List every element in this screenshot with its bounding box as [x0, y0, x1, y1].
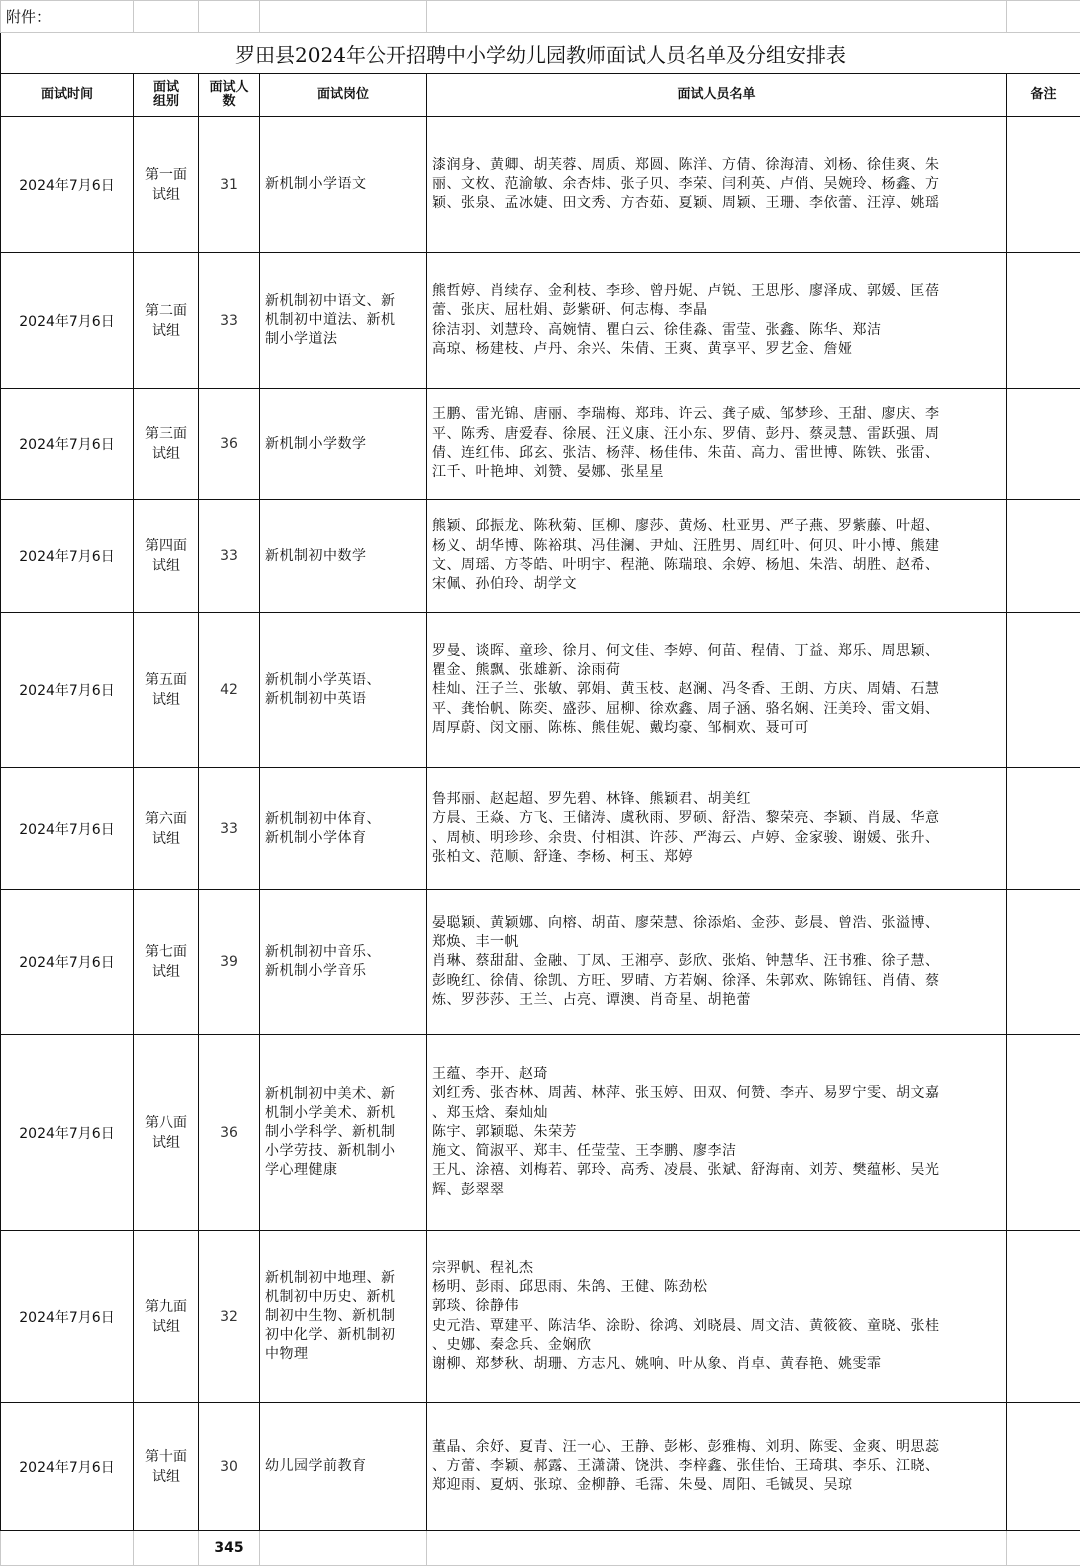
- post-line: 制小学道法: [265, 330, 420, 349]
- names-line: 杨明、彭雨、邱思雨、朱鸽、王健、陈劲松: [432, 1278, 1000, 1297]
- post-line: 制小学科学、新机制: [265, 1123, 420, 1142]
- schedule-row: [1, 389, 1080, 500]
- group-line-1: 第六面: [134, 809, 198, 829]
- note-cell: [1007, 890, 1080, 1035]
- group-line-2: 试组: [134, 321, 198, 341]
- names-line: 彭晚红、徐倩、徐凯、方旺、罗晴、方若娴、徐泽、朱郭欢、陈锦钰、肖倩、蔡: [432, 972, 1000, 991]
- names-line: 桂灿、汪子兰、张敏、郭娟、黄玉枝、赵澜、冯冬香、王朗、方庆、周婧、石慧: [432, 680, 1000, 699]
- interview-count: 42: [199, 613, 260, 768]
- header-count-line2: 数: [199, 95, 259, 109]
- interview-date: 2024年7月6日: [1, 389, 134, 500]
- names-line: 鲁邦丽、赵起超、罗先碧、林锋、熊颖君、胡美红: [432, 790, 1000, 809]
- note-cell: [1007, 117, 1080, 253]
- names-line: 徐洁羽、刘慧玲、高婉情、瞿白云、徐佳淼、雷莹、张鑫、陈华、郑洁: [432, 321, 1000, 340]
- interview-count: 33: [199, 253, 260, 389]
- candidate-names: [427, 890, 1007, 1035]
- schedule-row: [1, 1403, 1080, 1531]
- names-line: 谢柳、郑梦秋、胡珊、方志凡、姚响、叶从象、肖卓、黄春艳、姚雯霏: [432, 1355, 1000, 1374]
- header-time: 面试时间: [1, 74, 134, 117]
- names-line: 杨义、胡华博、陈裕琪、冯佳澜、尹灿、汪胜男、周红叶、何贝、叶小博、熊建: [432, 537, 1000, 556]
- post-line: 新机制小学数学: [265, 435, 420, 454]
- group-line-2: 试组: [134, 1467, 198, 1487]
- header-group-line1: 面试: [134, 81, 198, 95]
- group-line-1: 第一面: [134, 165, 198, 185]
- names-line: 肖琳、蔡甜甜、金融、丁凤、王湘亭、彭欣、张焰、钟慧华、汪书雅、徐子慧、: [432, 952, 1000, 971]
- names-line: 刘红秀、张杏林、周茜、林萍、张玉婷、田双、何赞、李卉、易罗宁雯、胡文嘉: [432, 1084, 1000, 1103]
- names-line: 、史娜、秦念兵、金娴欣: [432, 1336, 1000, 1355]
- post-line: 学心理健康: [265, 1161, 420, 1180]
- names-line: 漆润身、黄卿、胡芙蓉、周质、郑圆、陈洋、方倩、徐海清、刘杨、徐佳爽、朱: [432, 156, 1000, 175]
- interview-date: 2024年7月6日: [1, 117, 134, 253]
- post-line: 机制初中道法、新机: [265, 311, 420, 330]
- group-line-2: 试组: [134, 185, 198, 205]
- names-line: 罗曼、谈晖、童珍、徐月、何文佳、李婷、何苗、程倩、丁益、郑乐、周思颖、: [432, 642, 1000, 661]
- post-line: 小学劳技、新机制小: [265, 1142, 420, 1161]
- interview-group: [134, 117, 199, 253]
- candidate-names: [427, 1231, 1007, 1403]
- interview-group: [134, 768, 199, 890]
- group-line-2: 试组: [134, 1133, 198, 1153]
- candidate-names: [427, 1403, 1007, 1531]
- interview-count: 39: [199, 890, 260, 1035]
- group-line-1: 第七面: [134, 942, 198, 962]
- candidate-names: [427, 500, 1007, 613]
- names-line: 平、陈秀、唐爱春、徐展、汪义康、汪小东、罗倩、彭丹、蔡灵慧、雷跃强、周: [432, 425, 1000, 444]
- interview-count: 33: [199, 768, 260, 890]
- interview-post: [260, 389, 427, 500]
- interview-group: [134, 1035, 199, 1231]
- header-group-line2: 组别: [134, 95, 198, 109]
- interview-date: 2024年7月6日: [1, 253, 134, 389]
- group-line-2: 试组: [134, 444, 198, 464]
- interview-date: 2024年7月6日: [1, 613, 134, 768]
- names-line: 郑焕、丰一帆: [432, 933, 1000, 952]
- group-line-1: 第三面: [134, 424, 198, 444]
- group-line-1: 第十面: [134, 1447, 198, 1467]
- names-line: 宋佩、孙伯玲、胡学文: [432, 575, 1000, 594]
- page-title: 罗田县2024年公开招聘中小学幼儿园教师面试人员名单及分组安排表: [1, 33, 1080, 74]
- header-names: 面试人员名单: [427, 74, 1007, 117]
- header-count-line1: 面试人: [199, 81, 259, 95]
- interview-date: 2024年7月6日: [1, 768, 134, 890]
- interview-count: 31: [199, 117, 260, 253]
- post-line: 新机制小学音乐: [265, 962, 420, 981]
- post-line: 机制小学美术、新机: [265, 1104, 420, 1123]
- note-cell: [1007, 1035, 1080, 1231]
- interview-group: [134, 890, 199, 1035]
- group-line-1: 第四面: [134, 536, 198, 556]
- schedule-row: [1, 1231, 1080, 1403]
- interview-post: [260, 1403, 427, 1531]
- post-line: 中物理: [265, 1345, 420, 1364]
- names-line: 颖、张泉、孟冰婕、田文秀、方杏茹、夏颖、周颖、王珊、李依蕾、汪淳、姚瑶: [432, 194, 1000, 213]
- group-line-2: 试组: [134, 690, 198, 710]
- schedule-row: [1, 613, 1080, 768]
- names-line: 炼、罗莎莎、王兰、占亮、谭澳、肖奇星、胡艳蕾: [432, 991, 1000, 1010]
- post-line: 新机制小学语文: [265, 175, 420, 194]
- group-line-1: 第九面: [134, 1297, 198, 1317]
- interview-count: 33: [199, 500, 260, 613]
- schedule-row: [1, 500, 1080, 613]
- interview-post: [260, 117, 427, 253]
- post-line: 制初中生物、新机制: [265, 1307, 420, 1326]
- post-line: 新机制初中数学: [265, 547, 420, 566]
- candidate-names: [427, 768, 1007, 890]
- interview-group: [134, 253, 199, 389]
- post-line: 新机制初中音乐、: [265, 943, 420, 962]
- names-line: 蕾、张庆、屈杜娟、彭紫研、何志梅、李晶: [432, 301, 1000, 320]
- interview-group: [134, 500, 199, 613]
- interview-count: 32: [199, 1231, 260, 1403]
- names-line: 倩、连红伟、邱玄、张洁、杨萍、杨佳伟、朱苗、高力、雷世博、陈铁、张雷、: [432, 444, 1000, 463]
- interview-date: 2024年7月6日: [1, 1035, 134, 1231]
- header-row: [1, 74, 1080, 117]
- group-line-1: 第五面: [134, 670, 198, 690]
- post-line: 新机制小学英语、: [265, 671, 420, 690]
- interview-post: [260, 500, 427, 613]
- header-count: [199, 74, 260, 117]
- note-cell: [1007, 500, 1080, 613]
- group-line-2: 试组: [134, 1317, 198, 1337]
- names-line: 瞿金、熊飘、张雄新、涂雨荷: [432, 661, 1000, 680]
- interview-post: [260, 768, 427, 890]
- post-line: 新机制初中语文、新: [265, 292, 420, 311]
- interview-count: 36: [199, 389, 260, 500]
- names-line: 高琼、杨建枝、卢丹、余兴、朱倩、王爽、黄享平、罗艺金、詹娅: [432, 340, 1000, 359]
- interview-group: [134, 1231, 199, 1403]
- names-line: 王鹏、雷光锦、唐丽、李瑞梅、郑玮、许云、龚子威、邹梦珍、王甜、廖庆、李: [432, 405, 1000, 424]
- names-line: 张柏文、范顺、舒逢、李杨、柯玉、郑婷: [432, 848, 1000, 867]
- header-group: [134, 74, 199, 117]
- note-cell: [1007, 389, 1080, 500]
- names-line: 王蕴、李开、赵琦: [432, 1065, 1000, 1084]
- post-line: 新机制初中英语: [265, 690, 420, 709]
- names-line: 史元浩、覃建平、陈洁华、涂盼、徐鸿、刘晓晨、周文洁、黄筱筱、童晓、张桂: [432, 1317, 1000, 1336]
- note-cell: [1007, 1231, 1080, 1403]
- names-line: 晏聪颖、黄颖娜、向榕、胡苗、廖荣慧、徐添焰、金莎、彭晨、曾浩、张溢博、: [432, 914, 1000, 933]
- group-line-2: 试组: [134, 556, 198, 576]
- names-line: 、方蕾、李颖、郝露、王潇潇、饶洪、李梓鑫、张佳怡、王琦琪、李乐、江晓、: [432, 1457, 1000, 1476]
- interview-group: [134, 613, 199, 768]
- schedule-row: [1, 117, 1080, 253]
- group-line-1: 第二面: [134, 301, 198, 321]
- names-line: 丽、文枚、范渝敏、余杏炜、张子贝、李荣、闫利英、卢俏、吴婉玲、杨鑫、方: [432, 175, 1000, 194]
- candidate-names: [427, 1035, 1007, 1231]
- schedule-row: [1, 890, 1080, 1035]
- group-line-1: 第八面: [134, 1113, 198, 1133]
- group-line-2: 试组: [134, 829, 198, 849]
- header-post: 面试岗位: [260, 74, 427, 117]
- names-line: 平、龚怡帆、陈奕、盛莎、屈柳、徐欢鑫、周子涵、骆名娴、汪美玲、雷文娟、: [432, 700, 1000, 719]
- interview-date: 2024年7月6日: [1, 890, 134, 1035]
- interview-date: 2024年7月6日: [1, 500, 134, 613]
- names-line: 、周桢、明珍珍、余贵、付相淇、许莎、严海云、卢婷、金家骏、谢媛、张升、: [432, 829, 1000, 848]
- note-cell: [1007, 768, 1080, 890]
- note-cell: [1007, 613, 1080, 768]
- attachment-row: [1, 1, 1080, 33]
- names-line: 郑迎雨、夏炳、张琼、金柳静、毛霈、朱曼、周阳、毛铖炅、吴琼: [432, 1476, 1000, 1495]
- title-row: [1, 33, 1080, 74]
- names-line: 辉、彭翠翠: [432, 1181, 1000, 1200]
- post-line: 幼儿园学前教育: [265, 1457, 420, 1476]
- total-count: 345: [199, 1531, 260, 1566]
- names-line: 郭琰、徐静伟: [432, 1297, 1000, 1316]
- group-line-2: 试组: [134, 962, 198, 982]
- names-line: 方晨、王焱、方飞、王储涛、虞秋雨、罗硕、舒浩、黎荣亮、李颖、肖晟、华意: [432, 809, 1000, 828]
- names-line: 陈宇、郭颖聪、朱荣芳: [432, 1123, 1000, 1142]
- note-cell: [1007, 253, 1080, 389]
- names-line: 王凡、涂禧、刘梅若、郭玲、高秀、凌晨、张斌、舒海南、刘芳、樊蕴彬、吴光: [432, 1161, 1000, 1180]
- interview-date: 2024年7月6日: [1, 1403, 134, 1531]
- names-line: 宗羿帆、程礼杰: [432, 1259, 1000, 1278]
- header-note: 备注: [1007, 74, 1080, 117]
- names-line: 熊哲婷、肖续存、金利枝、李珍、曾丹妮、卢锐、王思彤、廖泽成、郭媛、匡蓓: [432, 282, 1000, 301]
- schedule-row: [1, 253, 1080, 389]
- note-cell: [1007, 1403, 1080, 1531]
- names-line: 文、周瑶、方苓皓、叶明宇、程滟、陈瑞琅、余婷、杨旭、朱浩、胡胜、赵希、: [432, 556, 1000, 575]
- interview-post: [260, 253, 427, 389]
- candidate-names: [427, 253, 1007, 389]
- interview-count: 36: [199, 1035, 260, 1231]
- interview-group: [134, 1403, 199, 1531]
- names-line: 、郑玉焓、秦灿灿: [432, 1104, 1000, 1123]
- candidate-names: [427, 117, 1007, 253]
- schedule-row: [1, 1035, 1080, 1231]
- interview-group: [134, 389, 199, 500]
- schedule-row: [1, 768, 1080, 890]
- post-line: 初中化学、新机制初: [265, 1326, 420, 1345]
- post-line: 新机制小学体育: [265, 829, 420, 848]
- candidate-names: [427, 389, 1007, 500]
- post-line: 新机制初中地理、新: [265, 1269, 420, 1288]
- attachment-label: 附件：: [1, 1, 134, 33]
- names-line: 江千、叶艳坤、刘赞、晏娜、张星星: [432, 463, 1000, 482]
- interview-count: 30: [199, 1403, 260, 1531]
- post-line: 新机制初中美术、新: [265, 1085, 420, 1104]
- total-row: [1, 1531, 1080, 1566]
- names-line: 施文、简淑平、郑丰、任莹莹、王李鹏、廖李洁: [432, 1142, 1000, 1161]
- post-line: 新机制初中体育、: [265, 810, 420, 829]
- interview-date: 2024年7月6日: [1, 1231, 134, 1403]
- names-line: 董晶、余妤、夏青、汪一心、王静、彭彬、彭雅梅、刘玥、陈雯、金爽、明思蕊: [432, 1438, 1000, 1457]
- candidate-names: [427, 613, 1007, 768]
- interview-post: [260, 1231, 427, 1403]
- interview-post: [260, 890, 427, 1035]
- names-line: 周厚蔚、闵文丽、陈栋、熊佳妮、戴均豪、邹桐欢、聂可可: [432, 719, 1000, 738]
- names-line: 熊颖、邱振龙、陈秋菊、匡柳、廖莎、黄炀、杜亚男、严子燕、罗紫藤、叶超、: [432, 517, 1000, 536]
- interview-post: [260, 1035, 427, 1231]
- post-line: 机制初中历史、新机: [265, 1288, 420, 1307]
- interview-post: [260, 613, 427, 768]
